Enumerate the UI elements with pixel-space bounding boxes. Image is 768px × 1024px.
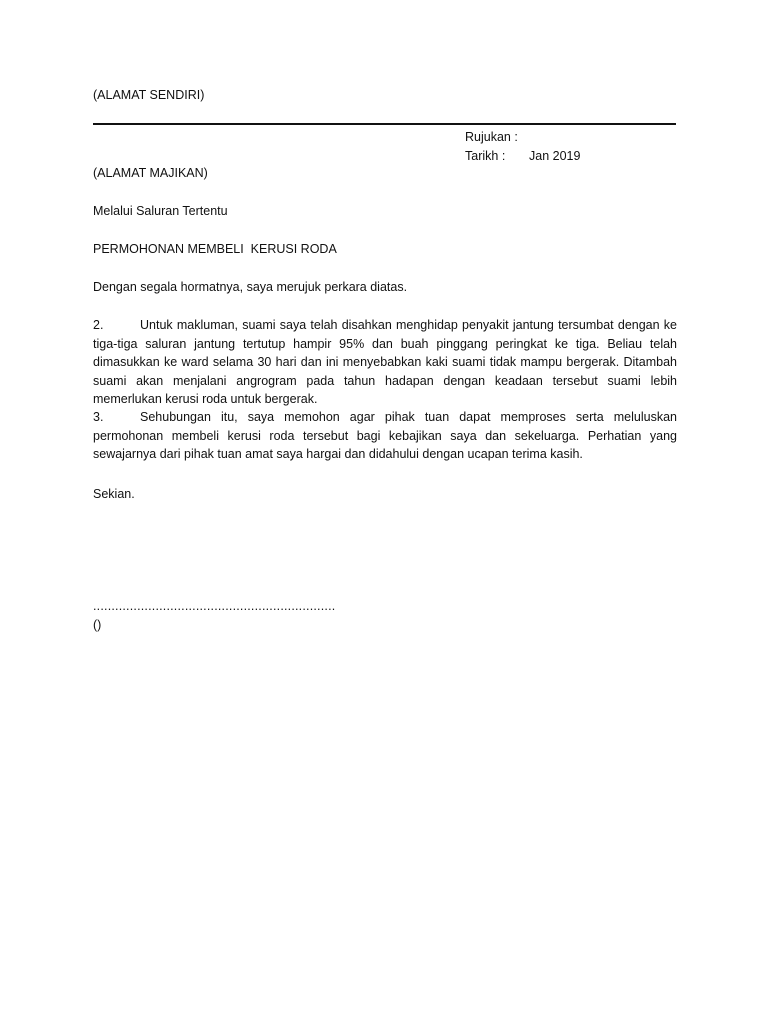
- header-divider: [93, 123, 676, 125]
- date-value: Jan 2019: [529, 149, 581, 163]
- reference-label: Rujukan :: [465, 130, 518, 144]
- paragraph-text: Untuk makluman, suami saya telah disahkan menghidap penyakit jantung tersumbat dengan ke tiga-tiga saluran jantung tertutup hampir 95% dan buah pinggang peringkat ke tiga. Beliau telah dimasukkan ke ward selama 30 hari dan ini menyebabkan kaki suami tidak mampu bergerak. Ditambah suami akan menjalani angrogram pada tahun hadapan dengan keadaan tersebut suami lebih memerlukan kerusi roda untuk bergerak.: [93, 318, 677, 406]
- via-line: Melalui Saluran Tertentu: [93, 204, 228, 218]
- opening-line: Dengan segala hormatnya, saya merujuk perkara diatas.: [93, 280, 408, 294]
- paragraph-3: [93, 408, 677, 464]
- date-row: [465, 147, 580, 166]
- signature-line: ..................................................................: [93, 599, 336, 613]
- reference-block: [465, 128, 580, 166]
- sender-address: (ALAMAT SENDIRI): [93, 88, 205, 102]
- closing-line: Sekian.: [93, 487, 135, 501]
- subject-line: PERMOHONAN MEMBELI KERUSI RODA: [93, 242, 337, 256]
- reference-row: [465, 128, 580, 147]
- paragraph-number: 2.: [93, 318, 104, 332]
- date-label: Tarikh :: [465, 149, 506, 163]
- recipient-address: (ALAMAT MAJIKAN): [93, 166, 208, 180]
- paragraph-2: [93, 316, 677, 409]
- paragraph-number: 3.: [93, 410, 104, 424]
- signatory-name: (): [93, 618, 102, 632]
- paragraph-text: Sehubungan itu, saya memohon agar pihak tuan dapat memproses serta meluluskan permohonan membeli kerusi roda tersebut bagi kebajikan saya dan sekeluarga. Perhatian yang sewajarnya dari pihak tuan amat saya hargai dan didahului dengan ucapan terima kasih.: [93, 410, 677, 461]
